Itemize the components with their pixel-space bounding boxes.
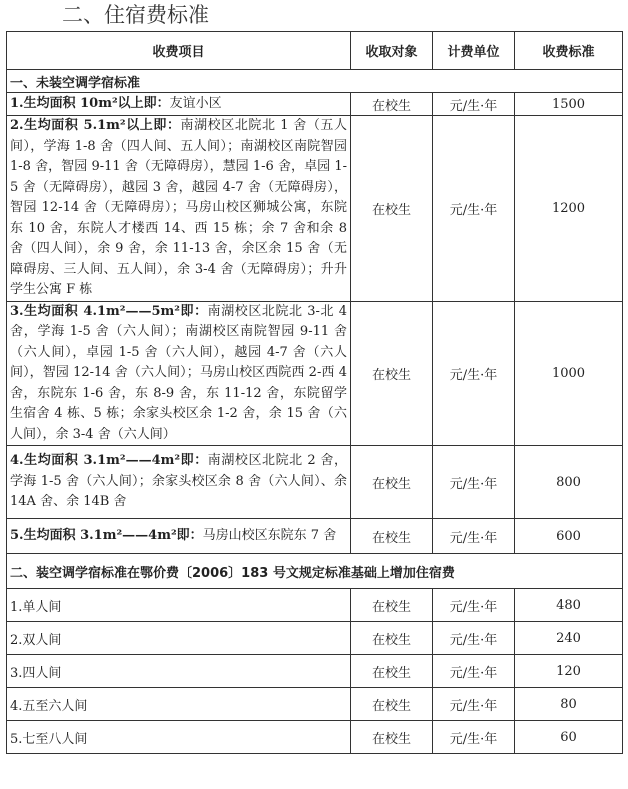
section-title: 一、未装空调学宿标准 xyxy=(7,70,623,93)
unit-cell: 元/生·年 xyxy=(433,446,515,519)
target-cell: 在校生 xyxy=(351,688,433,721)
target-cell: 在校生 xyxy=(351,721,433,754)
item-desc: 马房山校区东院东 7 舍 xyxy=(202,527,337,543)
table-row xyxy=(7,446,623,519)
item-cell: 3.四人间 xyxy=(7,655,351,688)
item-desc: 友谊小区 xyxy=(169,95,222,111)
table-row xyxy=(7,589,623,622)
table-row xyxy=(7,622,623,655)
unit-cell: 元/生·年 xyxy=(433,721,515,754)
item-cell xyxy=(7,116,351,302)
fee-cell: 800 xyxy=(515,446,623,519)
column-header-target: 收取对象 xyxy=(351,32,433,70)
target-cell: 在校生 xyxy=(351,655,433,688)
section-row xyxy=(7,70,623,93)
item-title: 4.生均面积 3.1m²——4m²即： xyxy=(10,453,208,469)
section-title: 二、装空调学宿标准在鄂价费〔2006〕183 号文规定标准基础上增加住宿费 xyxy=(7,554,623,589)
table-row xyxy=(7,93,623,116)
unit-cell: 元/生·年 xyxy=(433,688,515,721)
fee-cell: 1500 xyxy=(515,93,623,116)
item-title: 3.生均面积 4.1m²——5m²即： xyxy=(10,303,208,319)
table-row xyxy=(7,688,623,721)
table-row xyxy=(7,519,623,554)
fee-cell: 240 xyxy=(515,622,623,655)
item-cell: 1.单人间 xyxy=(7,589,351,622)
target-cell: 在校生 xyxy=(351,519,433,554)
header-row xyxy=(7,32,623,70)
fee-cell: 1000 xyxy=(515,301,623,446)
column-header-unit: 计费单位 xyxy=(433,32,515,70)
unit-cell: 元/生·年 xyxy=(433,655,515,688)
item-cell: 4.五至六人间 xyxy=(7,688,351,721)
fee-cell: 1200 xyxy=(515,116,623,302)
item-desc: 南湖校区北院北 3-北 4 舍，学海 1-5 舍（六人间）；南湖校区南院智园 9-11 舍（六人间），卓园 1-5 舍（六人间），越园 4-7 舍（六人间），智园 12-14 舍（六人间）；马房山校区西院西 2-西 4 舍，东院东 1-6 舍，东 8-9 舍，东 11-12 舍，东院留学生宿舍 4 栋、5 栋；余家头校区余 1-2 舍，余 15 舍（六人间），余 3-4 舍（六人间） xyxy=(10,303,347,442)
item-cell xyxy=(7,519,351,554)
target-cell: 在校生 xyxy=(351,93,433,116)
target-cell: 在校生 xyxy=(351,301,433,446)
table-row xyxy=(7,116,623,302)
fee-cell: 480 xyxy=(515,589,623,622)
unit-cell: 元/生·年 xyxy=(433,519,515,554)
target-cell: 在校生 xyxy=(351,446,433,519)
fee-cell: 80 xyxy=(515,688,623,721)
item-cell: 5.七至八人间 xyxy=(7,721,351,754)
column-header-fee: 收费标准 xyxy=(515,32,623,70)
table-row xyxy=(7,655,623,688)
target-cell: 在校生 xyxy=(351,589,433,622)
fee-table xyxy=(6,31,623,754)
item-cell: 2.双人间 xyxy=(7,622,351,655)
unit-cell: 元/生·年 xyxy=(433,93,515,116)
table-row xyxy=(7,721,623,754)
unit-cell: 元/生·年 xyxy=(433,622,515,655)
item-cell xyxy=(7,301,351,446)
item-title: 5.生均面积 3.1m²——4m²即： xyxy=(10,527,203,543)
item-title: 1.生均面积 10m²以上即： xyxy=(10,95,170,111)
fee-cell: 60 xyxy=(515,721,623,754)
fee-cell: 120 xyxy=(515,655,623,688)
item-desc: 南湖校区北院北 1 舍（五人间），学海 1-8 舍（四人间、五人间）；南湖校区南院智园 1-8 舍，智园 9-11 舍（无障碍房），慧园 1-6 舍，卓园 1-5 舍（无障碍房），越园 3 舍，越园 4-7 舍（无障碍房），智园 12-14 舍（无障碍房）；马房山校区狮城公寓，东院东 10 舍，东院人才楼西 14、西 15 栋；余 7 舍和余 8 舍（四人间），余 9 舍，余 11-13 舍，余区余 15 舍（无障碍房、三人间、五人间），余 3-4 舍（无障碍房）；升升学生公寓 F 栋 xyxy=(10,118,347,297)
item-title: 2.生均面积 5.1m²以上即： xyxy=(10,118,181,133)
unit-cell: 元/生·年 xyxy=(433,301,515,446)
target-cell: 在校生 xyxy=(351,116,433,302)
unit-cell: 元/生·年 xyxy=(433,116,515,302)
unit-cell: 元/生·年 xyxy=(433,589,515,622)
target-cell: 在校生 xyxy=(351,622,433,655)
fee-cell: 600 xyxy=(515,519,623,554)
item-desc: 南湖校区北院北 2 舍，学海 1-5 舍（六人间）；余家头校区余 8 舍（六人间）、余 14A 舍、余 14B 舍 xyxy=(10,453,347,510)
column-header-item: 收费项目 xyxy=(7,32,351,70)
item-cell xyxy=(7,93,351,116)
section-row xyxy=(7,554,623,589)
item-cell xyxy=(7,446,351,519)
table-row xyxy=(7,301,623,446)
page-title: 二、住宿费标准 xyxy=(62,3,209,27)
